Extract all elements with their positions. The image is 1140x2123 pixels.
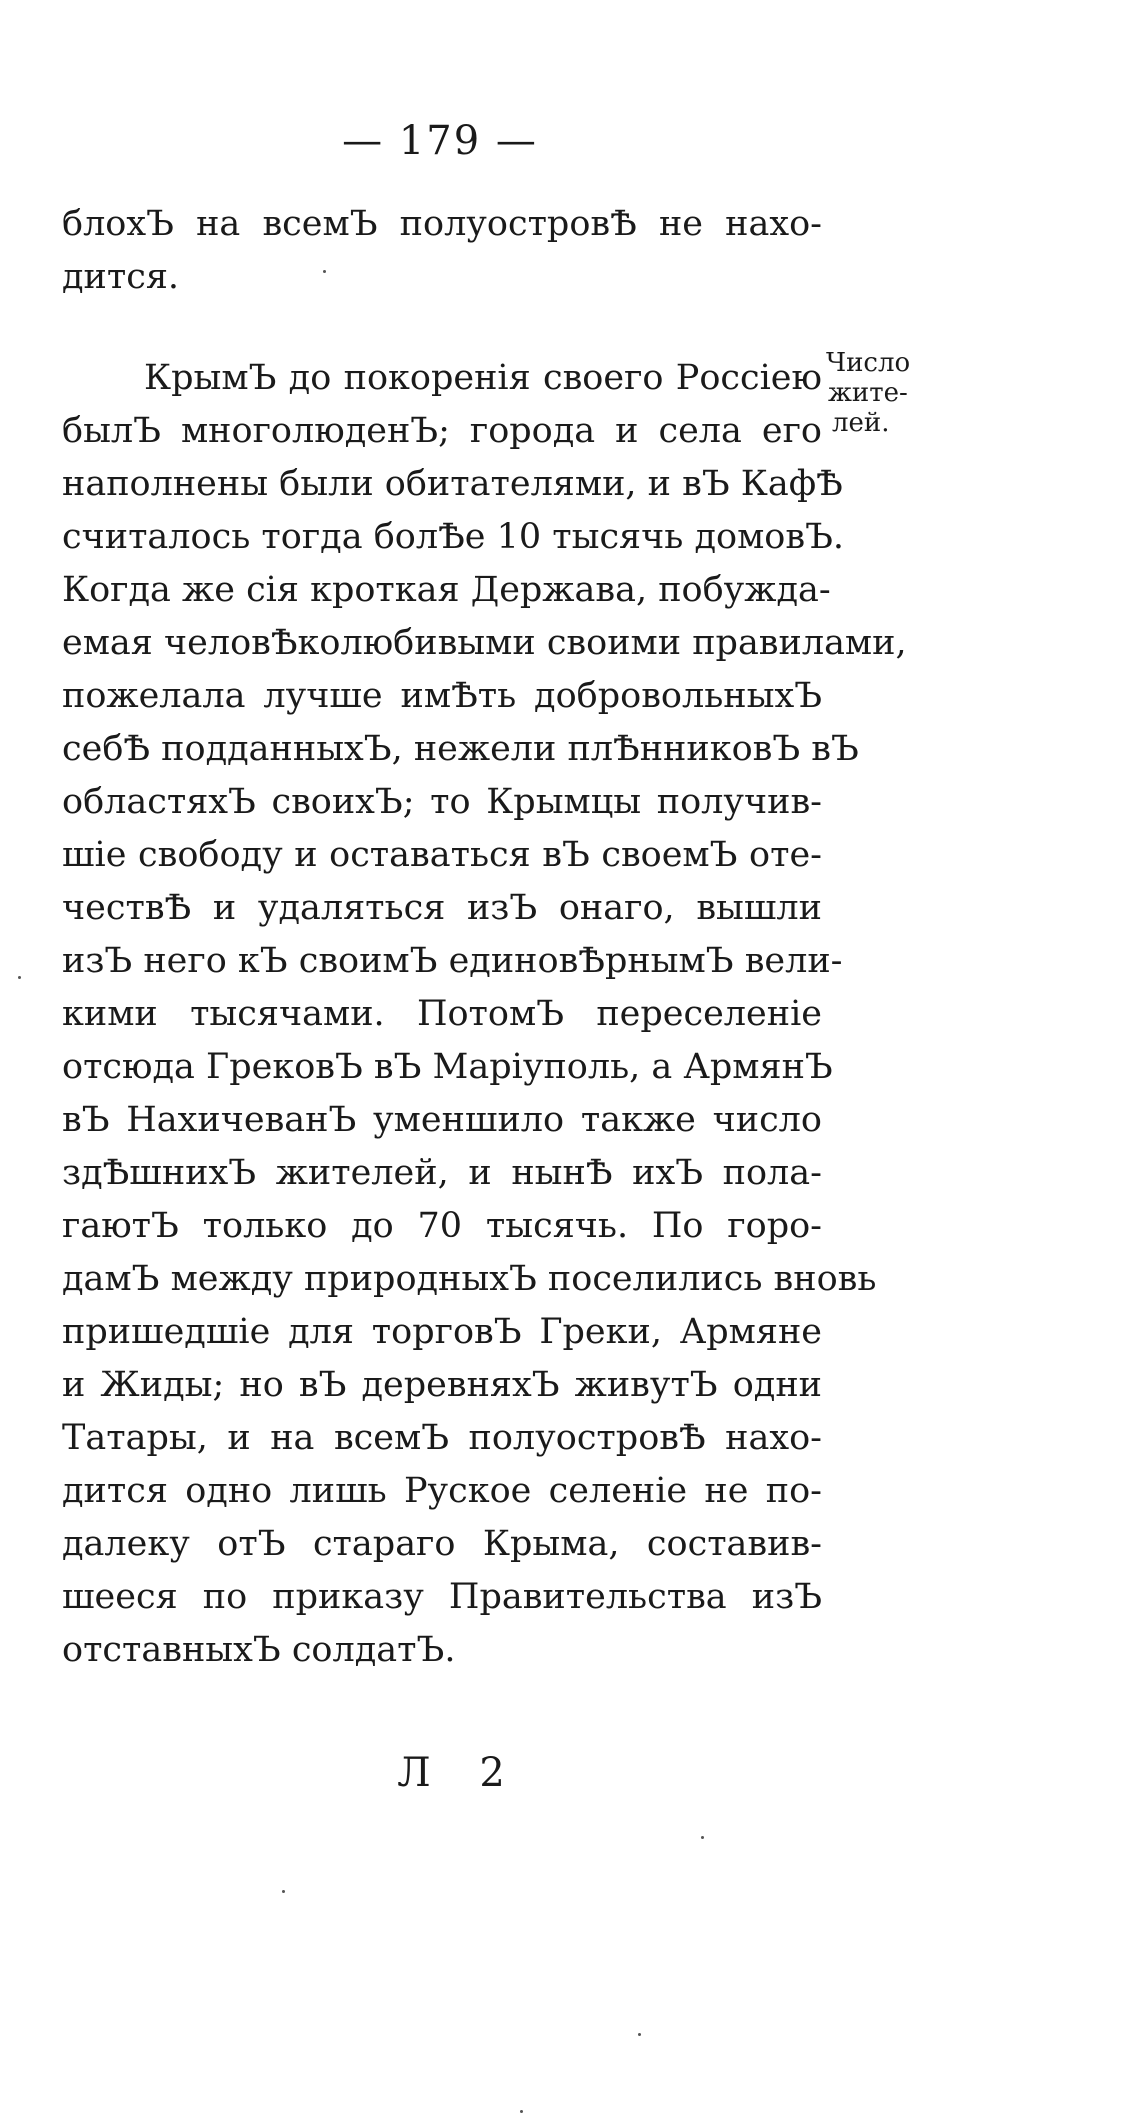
paper-speck [638, 2033, 641, 2036]
text-line: здѢшнихЪ жителей, и нынѢ ихЪ пола- [62, 1153, 822, 1193]
text-line: кими тысячами. ПотомЪ переселеніе [62, 994, 822, 1034]
text-line: шееся по приказу Правительства изЪ [62, 1577, 822, 1617]
margin-note-line: жите- [828, 378, 908, 408]
signature-mark: Л 2 [397, 1750, 523, 1796]
text-line: далеку отЪ стараго Крыма, составив- [62, 1524, 822, 1564]
text-line: вЪ НахичеванЪ уменшило также число [62, 1100, 822, 1140]
text-line: Татары, и на всемЪ полуостровѢ нахо- [62, 1418, 822, 1458]
paper-speck [520, 2110, 523, 2113]
text-line: наполнены были обитателями, и вЪ КафѢ [62, 464, 843, 504]
body-text [62, 198, 907, 1677]
margin-note-line: Число [826, 348, 911, 378]
text-line: дится. [62, 257, 180, 297]
margin-note-line: лей. [832, 408, 890, 438]
margin-note [826, 348, 936, 438]
paper-speck [282, 1890, 285, 1893]
text-line: областяхЪ своихЪ; то Крымцы получив- [62, 782, 822, 822]
text-line: былЪ многолюденЪ; города и села его [62, 411, 822, 451]
paper-speck [323, 270, 326, 273]
text-line: и Жиды; но вЪ деревняхЪ живутЪ одни [62, 1365, 822, 1405]
text-line: блохЪ на всемЪ полуостровѢ не нахо- [62, 204, 822, 244]
text-line: чествѢ и удаляться изЪ онаго, вышли [62, 888, 822, 928]
text-line: гаютЪ только до 70 тысячь. По горо- [62, 1206, 822, 1246]
text-line: шіе свободу и оставаться вЪ своемЪ оте- [62, 835, 822, 875]
text-line: пришедшіе для торговЪ Греки, Армяне [62, 1312, 822, 1352]
text-line: пожелала лучше имѢть добровольныхЪ [62, 676, 822, 716]
page-number: — 179 — [342, 118, 538, 164]
text-line: емая человѢколюбивыми своими правилами, [62, 623, 907, 663]
text-line: изЪ него кЪ своимЪ единовѢрнымЪ вели- [62, 941, 843, 981]
text-line: КрымЪ до покоренія своего Россіею [144, 358, 822, 398]
text-line: Когда же сія кроткая Держава, побужда- [62, 570, 831, 610]
text-line: отставныхЪ солдатЪ. [62, 1630, 456, 1670]
text-line: отсюда ГрековЪ вЪ Маріуполь, а АрмянЪ [62, 1047, 833, 1087]
text-line: дамЪ между природныхЪ поселились вновь [62, 1259, 877, 1299]
paper-speck [701, 1836, 704, 1839]
text-line: считалось тогда болѢе 10 тысячь домовЪ. [62, 517, 845, 557]
paper-speck [18, 976, 21, 979]
text-line: дится одно лишь Руское селеніе не по- [62, 1471, 822, 1511]
text-line: себѢ подданныхЪ, нежели плѢнниковЪ вЪ [62, 729, 859, 769]
